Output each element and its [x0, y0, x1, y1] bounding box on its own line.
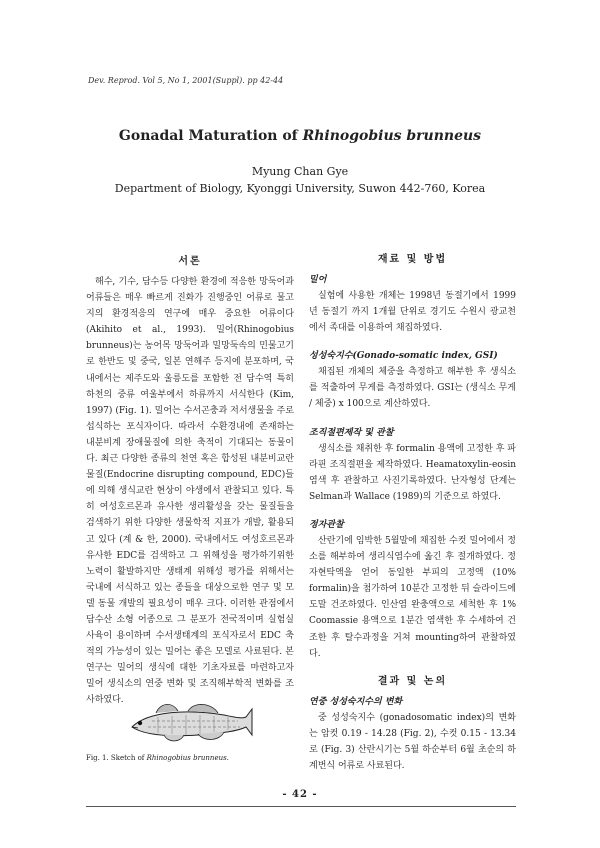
methods-subhead: 밀어 [309, 275, 327, 285]
running-head: Dev. Reprod. Vol 5, No 1, 2001(Suppl). pp 42-44 [88, 76, 284, 85]
methods-text: 산란기에 임박한 5월말에 채집한 수컷 밀어에서 정소를 해부하여 생리식염수에 옮긴 후 절개하였다. 정자현탁액을 얻어 동일한 부피의 고정액 (10% formalin)을 첨가하여 10분간 고정한 뒤 슬라이드에 도말 건조하였다. 인산염 완충액으로 세척한 후 1% Coomassie 용액으로 1분간 염색한 후 수세하여 건조한 후 탈수과정을 거쳐 mounting하여 관찰하였다. [309, 535, 516, 659]
figure-caption [86, 754, 229, 762]
methods-subhead: 정자관찰 [309, 519, 344, 530]
methods-text: 생식소를 채취한 후 formalin 용액에 고정한 후 파라핀 조직절편을 제작하였다. Heamatoxylin-eosin 염색 후 관찰하고 사진기록하였다. 난자형성 단계는 Selman과 Wallace (1989)의 기준으로 하였다. [309, 443, 516, 502]
page-number: - 42 - [282, 789, 318, 800]
affiliation: Department of Biology, Kyonggi University, Suwon 442-760, Korea [114, 182, 486, 195]
intro-column [86, 254, 294, 709]
title-prefix: Gonadal Maturation of [118, 128, 303, 144]
results-heading: 결과 및 논의 [377, 675, 448, 687]
methods-text: 채집된 개체의 체중을 측정하고 해부한 후 생식소를 적출하여 무게를 측정하였다. GSI는 (생식소 무게 / 체중) x 100으로 계산하였다. [309, 367, 516, 410]
fish-sketch-icon [128, 697, 256, 747]
methods-text: 실험에 사용한 개체는 1998년 동절기에서 1999년 동절기 까지 1개월 단위로 경기도 수원시 광교천에서 족대를 이용하여 채집하였다. [309, 291, 516, 334]
intro-paragraph: 해수, 기수, 담수등 다양한 환경에 적응한 망둑어과 어류들은 매우 빠르게 진화가 진행중인 어류로 물고지의 환경적응의 연구에 매우 중요한 어류이다 (Akihito et al., 1993). 밀어(Rhinogobius brunneus)는 농어목 망둑어과 밀망둑속의 민물고기로 한반도 및 중국, 일본 연해주 등지에 분포하며, 국내에서는 제주도와 울릉도를 포함한 전 담수역 특히 하천의 중류 여울부에서 하류까지 서식한다 (Kim, 1997) (Fig. 1). 밀어는 수서곤충과 저서생물을 주로 섭식하는 포식자이다. 따라서 수환경내에 존재하는 내분비계 장애물질에 의한 축적이 기대되는 동물이다. 최근 다양한 종류의 천연 혹은 합성된 내분비교란물질(Endocrine disrupting compound, EDC)들에 의해 생식교란 현상이 야생에서 관찰되고 있다. 특히 여성호르몬과 유사한 생리활성을 갖는 물질들을 검색하기 위한 다양한 생물학적 지표가 개발, 활용되고 있다 (계 & 한, 2000). 국내에서도 여성호르몬과 유사한 EDC를 검색하고 그 위해성을 평가하기위한 노력이 활발하지만 생태계 위해성 평가를 위해서는 국내에 서식하고 있는 종들을 대상으로한 연구 및 모델 동물 개발의 필요성이 매우 크다. 이러한 관점에서 담수산 소형 어종으로 그 분포가 전국적이며 실험실 사육이 용이하며 수서생태계의 포식자로서 EDC 축적의 가능성이 있는 밀어는 좋은 모델로 사료된다. 본 연구는 밀어의 생식에 대한 기초자료를 마련하고자 밀어 생식소의 연중 변화 및 조직해부학적 변화를 조사하였다. [86, 277, 294, 706]
intro-heading: 서론 [178, 256, 202, 267]
footer-rule [86, 806, 516, 807]
results-subhead: 연중 성성숙지수의 변화 [309, 696, 403, 707]
results-text: 중 성성숙지수 (gonadosomatic index)의 변화는 암컷 0.19 - 14.28 (Fig. 2), 수컷 0.15 - 13.34로 (Fig. 3) 산란시기는 5월 하순부터 6월 초순의 하계번식 어류로 사료된다. [309, 712, 516, 771]
methods-column [309, 252, 516, 774]
author: Myung Chan Gye [251, 165, 349, 178]
methods-subhead: 성성숙지수(Gonado-somatic index, GSI) [309, 351, 498, 362]
caption-species: Rhinogobius brunneus. [146, 754, 229, 762]
methods-heading: 재료 및 방법 [377, 254, 448, 265]
title-species: Rhinogobius brunneus [302, 128, 482, 144]
paper-title [0, 128, 600, 144]
methods-subhead: 조직절편제작 및 관찰 [309, 427, 394, 438]
caption-prefix: Fig. 1. Sketch of [86, 754, 147, 762]
